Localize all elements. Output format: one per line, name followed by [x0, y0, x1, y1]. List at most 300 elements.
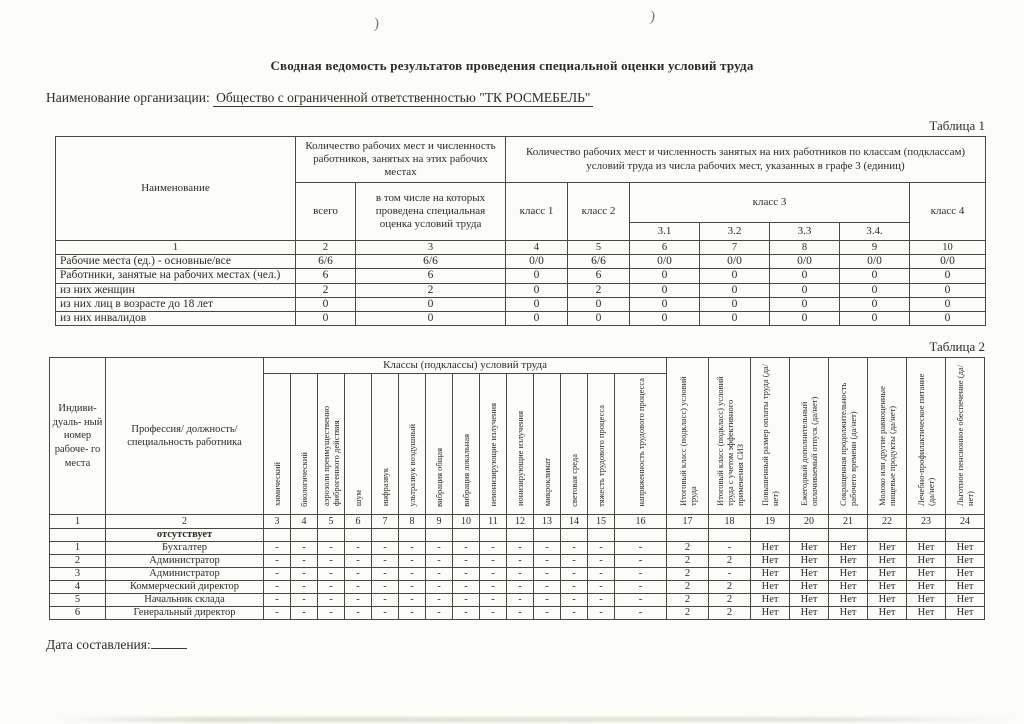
cell-value: 2 [296, 283, 356, 297]
cell-value: - [372, 542, 399, 555]
cell-value: - [615, 555, 667, 568]
t2-column-number: 20 [790, 515, 829, 529]
cell-value: Нет [946, 555, 985, 568]
cell-value: Нет [751, 568, 790, 581]
cell-value: Нет [751, 555, 790, 568]
cell-value: Нет [946, 542, 985, 555]
cell-value: 0 [910, 283, 986, 297]
cell-value: 0 [770, 297, 840, 311]
t1-column-number: 10 [910, 241, 986, 255]
cell-value: - [480, 581, 507, 594]
table-row [50, 555, 985, 568]
cell-value: 0 [296, 297, 356, 311]
t1-column-number: 4 [506, 241, 568, 255]
t2-column-number: 3 [264, 515, 291, 529]
t1-column-number: 9 [840, 241, 910, 255]
cell-value: 0 [630, 312, 700, 326]
cell-value [507, 529, 534, 542]
t2-column-number: 7 [372, 515, 399, 529]
scan-artifact-smudge [58, 717, 1016, 722]
cell-value: - [480, 568, 507, 581]
cell-value: Нет [829, 607, 868, 620]
cell-value: Нет [907, 594, 946, 607]
cell-value: - [507, 555, 534, 568]
t2-header-classes-group: Классы (подклассы) условий труда [264, 358, 667, 374]
table-row [56, 297, 986, 311]
scan-artifact-paren: ) [373, 15, 380, 33]
cell-value: 0 [910, 297, 986, 311]
workplace-number: 4 [50, 581, 106, 594]
cell-value: - [615, 581, 667, 594]
cell-value: Нет [868, 542, 907, 555]
t2-factor-col-label: аэрозоли преимущественно фиброгенного действия [320, 406, 341, 507]
cell-value: - [561, 568, 588, 581]
t1-header-row-1 [56, 137, 986, 183]
t2-column-number: 12 [507, 515, 534, 529]
cell-value: 6 [356, 269, 506, 283]
cell-value: 2 [709, 555, 751, 568]
cell-value: - [507, 594, 534, 607]
t1-header-group-right: Количество рабочих мест и численность занятых на них работников по классам (подклассам) условий труда из числа рабочих мест, указанных в графе 3 (единиц) [506, 137, 986, 183]
cell-value: Нет [829, 568, 868, 581]
cell-value: 0 [630, 297, 700, 311]
row-label: Рабочие места (ед.) - основные/все [56, 255, 296, 269]
t2-factor-col-label: неионизирующие излучения [487, 403, 498, 507]
cell-value: 0 [840, 297, 910, 311]
t2-factor-col-label: микроклимат [541, 458, 552, 507]
cell-value: - [480, 542, 507, 555]
cell-value: - [318, 607, 345, 620]
t2-column-number: 10 [453, 515, 480, 529]
cell-value: 0 [910, 312, 986, 326]
cell-value: Нет [907, 581, 946, 594]
cell-value: - [399, 594, 426, 607]
table-row [50, 607, 985, 620]
cell-value: Нет [751, 542, 790, 555]
cell-value: 0 [630, 269, 700, 283]
t2-result-col-header [667, 358, 709, 515]
t2-factor-col-label: световая среда [568, 453, 579, 507]
t2-column-number: 11 [480, 515, 507, 529]
cell-value: - [291, 555, 318, 568]
cell-value [667, 529, 709, 542]
cell-value [907, 529, 946, 542]
t1-header-class2: класс 2 [568, 183, 630, 241]
cell-value: - [264, 607, 291, 620]
t2-column-number: 15 [588, 515, 615, 529]
cell-value: - [561, 581, 588, 594]
scan-artifact-paren: ) [648, 8, 657, 26]
t2-factor-col-label: напряженность трудового процесса [635, 377, 646, 507]
cell-value: - [480, 607, 507, 620]
date-label: Дата составления: [46, 637, 151, 653]
table-row [50, 594, 985, 607]
cell-value: - [453, 555, 480, 568]
t2-factor-col-label: биологический [298, 451, 309, 507]
t1-header-subclass: 3.3 [770, 223, 840, 241]
profession-name: Генеральный директор [106, 607, 264, 620]
cell-value: 2 [709, 607, 751, 620]
cell-value: - [399, 568, 426, 581]
cell-value [561, 529, 588, 542]
cell-value: - [507, 542, 534, 555]
t2-header-profession: Профессия/ должность/ специальность работника [106, 358, 264, 515]
t2-column-number: 8 [399, 515, 426, 529]
cell-value: 0 [296, 312, 356, 326]
cell-value: - [453, 542, 480, 555]
profession-name: Администратор [106, 555, 264, 568]
cell-value: 0 [840, 269, 910, 283]
t2-factor-col-label: ионизирующие излучения [514, 411, 525, 507]
cell-value: - [345, 581, 372, 594]
cell-value: - [480, 555, 507, 568]
cell-value [588, 529, 615, 542]
profession-name: Коммерческий директор [106, 581, 264, 594]
t2-factor-col-label: шум [352, 490, 363, 507]
cell-value: - [426, 581, 453, 594]
t2-factor-col-header [399, 374, 426, 515]
profession-name: Начальник склада [106, 594, 264, 607]
cell-value: Нет [790, 581, 829, 594]
cell-value: - [399, 581, 426, 594]
t1-header-class3: класс 3 [630, 183, 910, 223]
cell-value: Нет [907, 542, 946, 555]
cell-value: 2 [667, 568, 709, 581]
t1-header-total: всего [296, 183, 356, 241]
t1-header-group-left: Количество рабочих мест и численность работников, занятых на этих рабочих местах [296, 137, 506, 183]
cell-value: - [426, 607, 453, 620]
t2-factor-col-header [318, 374, 345, 515]
t1-header-name: Наименование [56, 137, 296, 241]
cell-value: 0/0 [700, 255, 770, 269]
cell-value: - [453, 581, 480, 594]
t1-column-number: 7 [700, 241, 770, 255]
cell-value: - [534, 594, 561, 607]
cell-value: 0/0 [840, 255, 910, 269]
cell-value: - [291, 594, 318, 607]
cell-value: 0 [770, 312, 840, 326]
cell-value: Нет [907, 568, 946, 581]
t2-factor-col-label: вибрация локальная [460, 433, 471, 507]
t1-header-class1: класс 1 [506, 183, 568, 241]
t2-result-col-label: Льготное пенсионное обеспечение (да/нет) [955, 365, 976, 507]
cell-value: 2 [356, 283, 506, 297]
cell-value: Нет [946, 607, 985, 620]
t2-column-number: 19 [751, 515, 790, 529]
workplace-number [50, 529, 106, 542]
table-row [56, 283, 986, 297]
summary-table-2 [49, 357, 985, 620]
t2-factor-col-header [372, 374, 399, 515]
cell-value: - [534, 555, 561, 568]
t2-factor-col-label: тяжесть трудового процесса [595, 404, 606, 507]
cell-value: Нет [946, 568, 985, 581]
t2-result-col-header [868, 358, 907, 515]
t2-result-col-label: Итоговый класс (подкласс) условий труда с учетом эффективного применения СИЗ [714, 376, 745, 507]
t2-column-number: 9 [426, 515, 453, 529]
cell-value: - [372, 581, 399, 594]
cell-value: - [453, 594, 480, 607]
cell-value: 0 [356, 312, 506, 326]
cell-value: Нет [751, 581, 790, 594]
cell-value [399, 529, 426, 542]
cell-value: - [426, 542, 453, 555]
cell-value: - [615, 542, 667, 555]
cell-value: Нет [790, 607, 829, 620]
cell-value: - [709, 568, 751, 581]
table2-caption: Таблица 2 [929, 339, 985, 355]
cell-value: 0 [840, 283, 910, 297]
workplace-number: 6 [50, 607, 106, 620]
t2-result-col-label: Лечебно-профилактическое питание (да/нет) [916, 374, 937, 507]
cell-value: - [588, 594, 615, 607]
cell-value: - [318, 568, 345, 581]
t2-factor-col-header [507, 374, 534, 515]
cell-value: - [507, 581, 534, 594]
t2-factor-col-header [534, 374, 561, 515]
t2-factor-col-header [426, 374, 453, 515]
cell-value: 0/0 [910, 255, 986, 269]
cell-value: - [561, 555, 588, 568]
t2-column-number: 17 [667, 515, 709, 529]
cell-value: - [264, 581, 291, 594]
t2-header-workplace-number: Индиви- дуаль- ный номер рабоче- го места [50, 358, 106, 515]
t2-factor-col-header [345, 374, 372, 515]
cell-value: - [507, 607, 534, 620]
cell-value: 0 [506, 312, 568, 326]
cell-value: - [291, 607, 318, 620]
workplace-number: 1 [50, 542, 106, 555]
cell-value: - [399, 555, 426, 568]
t1-header-subclass: 3.1 [630, 223, 700, 241]
cell-value: - [426, 568, 453, 581]
cell-value: - [318, 542, 345, 555]
cell-value [868, 529, 907, 542]
t2-factor-col-header [264, 374, 291, 515]
summary-table-1 [55, 136, 986, 326]
cell-value: Нет [868, 607, 907, 620]
cell-value: - [588, 555, 615, 568]
table1-caption: Таблица 1 [929, 118, 985, 133]
cell-value: - [345, 568, 372, 581]
cell-value: - [480, 594, 507, 607]
table-row [50, 581, 985, 594]
t1-column-number: 2 [296, 241, 356, 255]
cell-value: 2 [667, 581, 709, 594]
t2-result-col-label: Итоговый класс (подкласс) условий труда [677, 376, 698, 507]
cell-value: 0/0 [770, 255, 840, 269]
cell-value: - [264, 542, 291, 555]
t1-header-subclass: 3.4. [840, 223, 910, 241]
org-name-value: Общество с ограниченной ответственностью "ТК РОСМЕБЕЛЬ" [213, 90, 593, 107]
cell-value: - [291, 568, 318, 581]
cell-value: - [709, 542, 751, 555]
t2-factor-col-header [453, 374, 480, 515]
t2-header-row-1 [50, 358, 985, 374]
cell-value: 6/6 [296, 255, 356, 269]
cell-value: - [453, 568, 480, 581]
table-row [50, 529, 985, 542]
cell-value: 0 [700, 283, 770, 297]
cell-value: Нет [868, 555, 907, 568]
cell-value: 0/0 [630, 255, 700, 269]
t2-column-numbers-row [50, 515, 985, 529]
date-line [46, 636, 1024, 653]
cell-value: - [372, 555, 399, 568]
t1-column-number: 8 [770, 241, 840, 255]
t2-result-col-label: Повышенный размер оплаты труда (да/нет) [760, 364, 781, 507]
cell-value: - [291, 542, 318, 555]
profession-name: отсутствует [106, 529, 264, 542]
cell-value: Нет [829, 542, 868, 555]
cell-value: 6/6 [356, 255, 506, 269]
cell-value: 0 [840, 312, 910, 326]
cell-value [790, 529, 829, 542]
t2-factor-col-header [615, 374, 667, 515]
t2-factor-col-label: ультразвук воздушный [406, 424, 417, 507]
t2-column-number: 14 [561, 515, 588, 529]
t2-column-number: 16 [615, 515, 667, 529]
cell-value: 0 [506, 269, 568, 283]
cell-value: - [588, 581, 615, 594]
t2-column-number: 4 [291, 515, 318, 529]
t2-result-col-header [946, 358, 985, 515]
cell-value: 0 [700, 297, 770, 311]
t1-header-subclass: 3.2 [700, 223, 770, 241]
cell-value: Нет [790, 594, 829, 607]
cell-value: 0 [630, 283, 700, 297]
t2-result-col-label: Ежегодный дополнительный оплачиваемый отпуск (да/нет) [799, 397, 820, 507]
row-label: из них лиц в возрасте до 18 лет [56, 297, 296, 311]
t1-header-assessed: в том числе на которых проведена специальная оценка условий труда [356, 183, 506, 241]
t2-column-number: 22 [868, 515, 907, 529]
cell-value: Нет [868, 594, 907, 607]
cell-value: - [426, 555, 453, 568]
t2-column-number: 6 [345, 515, 372, 529]
cell-value: - [615, 568, 667, 581]
cell-value: - [534, 542, 561, 555]
cell-value: 2 [568, 283, 630, 297]
cell-value: - [318, 594, 345, 607]
cell-value: - [534, 581, 561, 594]
table-row [50, 542, 985, 555]
cell-value: 0 [770, 283, 840, 297]
organization-line [46, 90, 1024, 106]
cell-value: Нет [946, 581, 985, 594]
t1-column-number: 3 [356, 241, 506, 255]
t1-column-number: 6 [630, 241, 700, 255]
cell-value: - [561, 607, 588, 620]
cell-value: - [264, 568, 291, 581]
row-label: Работники, занятые на рабочих местах (чел.) [56, 269, 296, 283]
t2-factor-col-label: вибрация общая [433, 447, 444, 507]
cell-value: 0 [568, 312, 630, 326]
cell-value: Нет [829, 581, 868, 594]
cell-value: 0 [356, 297, 506, 311]
cell-value: - [507, 568, 534, 581]
cell-value: 2 [667, 555, 709, 568]
cell-value [291, 529, 318, 542]
cell-value: Нет [751, 594, 790, 607]
cell-value: 0 [910, 269, 986, 283]
t2-factor-col-header [588, 374, 615, 515]
cell-value: - [345, 542, 372, 555]
cell-value: 0 [770, 269, 840, 283]
cell-value [318, 529, 345, 542]
cell-value: - [318, 555, 345, 568]
workplace-number: 2 [50, 555, 106, 568]
t2-column-number: 13 [534, 515, 561, 529]
t2-column-number: 2 [106, 515, 264, 529]
t2-result-col-header [829, 358, 868, 515]
cell-value: - [372, 594, 399, 607]
cell-value: Нет [868, 581, 907, 594]
cell-value: - [264, 555, 291, 568]
cell-value [480, 529, 507, 542]
cell-value: Нет [907, 607, 946, 620]
cell-value: Нет [829, 555, 868, 568]
cell-value: 6 [296, 269, 356, 283]
t2-result-col-label: Молоко или другие равноценные пищевые продукты (да/нет) [877, 386, 898, 507]
cell-value: 2 [667, 542, 709, 555]
cell-value: 0 [568, 297, 630, 311]
cell-value [751, 529, 790, 542]
cell-value: Нет [751, 607, 790, 620]
org-name-label: Наименование организации: [46, 90, 210, 105]
cell-value: 6/6 [568, 255, 630, 269]
cell-value [372, 529, 399, 542]
table-row [56, 269, 986, 283]
cell-value [453, 529, 480, 542]
cell-value: - [588, 568, 615, 581]
t2-column-number: 18 [709, 515, 751, 529]
cell-value: - [615, 607, 667, 620]
cell-value [426, 529, 453, 542]
cell-value: 0 [700, 269, 770, 283]
cell-value: 2 [667, 594, 709, 607]
cell-value: Нет [829, 594, 868, 607]
cell-value [829, 529, 868, 542]
cell-value: 0/0 [506, 255, 568, 269]
workplace-number: 5 [50, 594, 106, 607]
cell-value: Нет [946, 594, 985, 607]
cell-value: 6 [568, 269, 630, 283]
cell-value [345, 529, 372, 542]
t2-column-number: 5 [318, 515, 345, 529]
cell-value: - [561, 542, 588, 555]
t2-result-col-label: Сокращенная продолжительность рабочего времени (да/нет) [838, 383, 859, 507]
cell-value: - [453, 607, 480, 620]
table-row [50, 568, 985, 581]
cell-value: Нет [907, 555, 946, 568]
cell-value: - [345, 594, 372, 607]
cell-value: - [588, 542, 615, 555]
t2-column-number: 1 [50, 515, 106, 529]
t1-column-number: 1 [56, 241, 296, 255]
t2-factor-col-label: инфразвук [379, 468, 390, 507]
table-row [56, 255, 986, 269]
t2-factor-col-header [561, 374, 588, 515]
cell-value: - [372, 607, 399, 620]
profession-name: Администратор [106, 568, 264, 581]
cell-value: - [399, 607, 426, 620]
cell-value: - [345, 607, 372, 620]
cell-value: - [291, 581, 318, 594]
cell-value: - [534, 607, 561, 620]
t1-column-numbers-row [56, 241, 986, 255]
cell-value [615, 529, 667, 542]
cell-value: - [345, 555, 372, 568]
